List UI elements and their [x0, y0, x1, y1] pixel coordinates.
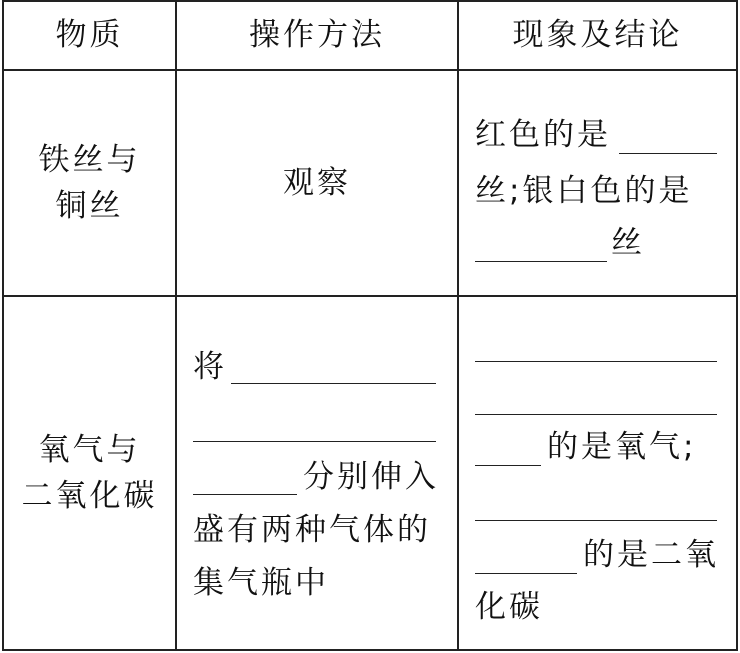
row2-result-blank-4	[475, 520, 717, 521]
row2-result-line6: 化碳	[475, 589, 543, 625]
row2-result-blank-5	[475, 573, 577, 574]
row1-result-line3: 丝	[611, 225, 645, 261]
row1-substance-line1: 铁丝与	[38, 141, 141, 178]
row2-result-line3: 的是氧气;	[547, 429, 697, 465]
row1-method	[177, 71, 459, 297]
row2-result	[459, 297, 736, 649]
row1-result-line2: 丝;银白色的是	[475, 173, 693, 209]
header-method	[177, 2, 459, 71]
row2-method-line5: 集气瓶中	[193, 565, 329, 601]
row2-method-line1: 将	[193, 349, 227, 385]
row2-result-line5: 的是二氧	[583, 537, 719, 573]
row1-blank-2	[475, 261, 607, 262]
row1-result-line1: 红色的是	[475, 117, 611, 153]
row2-result-blank-3	[475, 465, 541, 466]
row2-substance-line2: 二氧化碳	[21, 478, 158, 514]
experiment-table	[2, 0, 738, 651]
row1-result	[459, 71, 736, 297]
row2-result-blank-1	[475, 361, 717, 362]
row1-blank-1	[619, 153, 717, 154]
row2-substance-line1: 氧气与	[38, 431, 141, 468]
row2-result-blank-2	[475, 414, 717, 415]
row2-substance	[4, 297, 177, 649]
header-substance-text: 物质	[55, 17, 124, 54]
header-substance	[4, 2, 177, 71]
row1-substance-line2: 铜丝	[55, 188, 124, 224]
row2-method-line3: 分别伸入	[303, 459, 439, 495]
row1-method-text: 观察	[283, 164, 351, 201]
row2-method	[177, 297, 459, 649]
row2-method-blank-2	[193, 441, 436, 442]
header-result-text: 现象及结论	[512, 17, 683, 54]
row1-substance	[4, 71, 177, 297]
row2-method-blank-3	[193, 494, 297, 495]
header-method-text: 操作方法	[249, 17, 385, 54]
row2-method-blank-1	[231, 383, 436, 384]
row2-method-line4: 盛有两种气体的	[193, 512, 431, 548]
header-result	[459, 2, 736, 71]
